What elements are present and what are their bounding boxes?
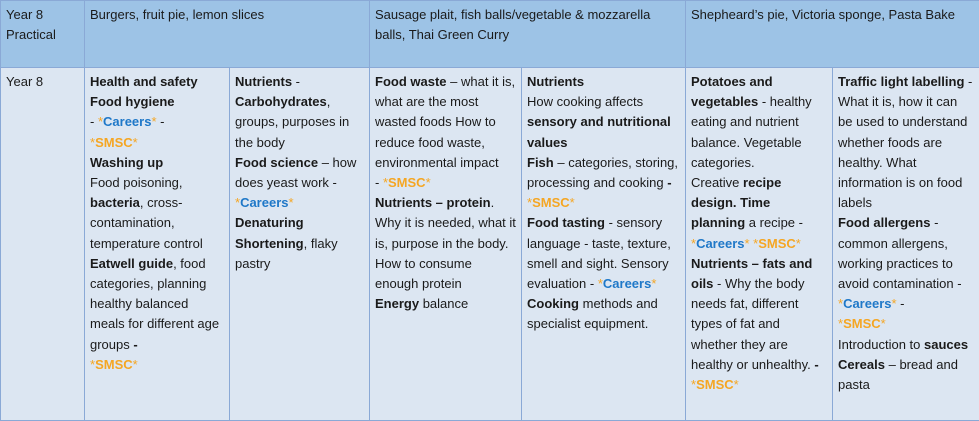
smsc-tag: SMSC <box>95 357 133 372</box>
cell-text: - <box>292 74 300 89</box>
topic-heading: Food tasting <box>527 215 605 230</box>
cell-text: a recipe - <box>745 215 803 230</box>
cell-text: Creative <box>691 175 743 190</box>
topic-heading: - <box>667 175 671 190</box>
topic-heading: Fish <box>527 155 554 170</box>
term3-header: Shepheard’s pie, Victoria sponge, Pasta Bake <box>686 1 979 68</box>
topic-heading: Food waste <box>375 74 447 89</box>
topic-heading: Traffic light labelling <box>838 74 964 89</box>
topic-heading: Cereals <box>838 357 885 372</box>
header-row <box>1 1 979 68</box>
content-row <box>1 68 979 421</box>
cell-text: , food categories, planning healthy balanced meals for different age groups <box>90 256 219 352</box>
smsc-tag: SMSC <box>843 316 881 331</box>
tag-star: * <box>90 357 95 372</box>
year-practical-header: Year 8 Practical <box>1 1 85 68</box>
smsc-tag: SMSC <box>532 195 570 210</box>
topic-heading: Denaturing <box>235 215 304 230</box>
cell-text: – how does yeast work - <box>235 155 356 190</box>
topic-heading: bacteria <box>90 195 140 210</box>
tag-star: * <box>133 135 138 150</box>
tag-star: * <box>881 316 886 331</box>
tag-star: * <box>838 296 843 311</box>
topic-heading: Shortening <box>235 236 304 251</box>
topic-heading: Food science <box>235 155 318 170</box>
tag-star: * <box>691 236 696 251</box>
cell-text: , cross-contamination, temperature control <box>90 195 203 250</box>
cell-text: - <box>897 296 905 311</box>
tag-star: * <box>598 276 603 291</box>
careers-tag: Careers <box>696 236 744 251</box>
tag-star: * <box>98 114 103 129</box>
topic-heading: Health and safety <box>90 74 198 89</box>
tag-star: * <box>691 377 696 392</box>
smsc-tag: SMSC <box>95 135 133 150</box>
careers-tag: Careers <box>603 276 651 291</box>
topic-heading: Potatoes and vegetables <box>691 74 773 109</box>
tag-star: * <box>383 175 388 190</box>
tag-star: * <box>527 195 532 210</box>
tag-star: * <box>838 316 843 331</box>
smsc-tag: SMSC <box>696 377 734 392</box>
topic-heading: sauces <box>924 337 968 352</box>
cell-text: methods and specialist equipment. <box>527 296 658 331</box>
cell-text: - sensory language - taste, texture, smell and sight. Sensory evaluation - <box>527 215 671 291</box>
cell-text: - <box>157 114 165 129</box>
topic-heading: Nutrients <box>527 74 584 89</box>
cell-text: – what it is, what are the most wasted foods How to reduce food waste, environmental impact <box>375 74 515 170</box>
tag-star: * * <box>745 236 759 251</box>
term1-header: Burgers, fruit pie, lemon slices <box>85 1 370 68</box>
topic-heading: Cooking <box>527 296 579 311</box>
cell-text: - healthy eating and nutrient balance. Vegetable categories. <box>691 94 812 170</box>
cell-text: Introduction to <box>838 337 924 352</box>
topic-heading: Eatwell guide <box>90 256 173 271</box>
topic-heading: Carbohydrates <box>235 94 327 109</box>
tag-star: * <box>796 236 801 251</box>
cell-term3-b <box>833 68 979 421</box>
cell-text: balance <box>419 296 468 311</box>
smsc-tag: SMSC <box>388 175 426 190</box>
topic-heading: Washing up <box>90 155 163 170</box>
cell-text: Food poisoning, <box>90 175 183 190</box>
smsc-tag: SMSC <box>758 236 796 251</box>
tag-star: * <box>570 195 575 210</box>
topic-heading: Nutrients – protein <box>375 195 491 210</box>
cell-text: – bread and pasta <box>838 357 958 392</box>
topic-heading: Food allergens <box>838 215 930 230</box>
tag-star: * <box>892 296 897 311</box>
cell-text: - Why the body needs fat, different types of fat and whether they are healthy or unhealthy. <box>691 276 814 372</box>
topic-heading: recipe design. Time planning <box>691 175 781 230</box>
topic-heading: Food hygiene <box>90 94 175 109</box>
row-label: Year 8 <box>1 68 85 421</box>
cell-term1-b <box>230 68 370 421</box>
cell-text: , groups, purposes in the body <box>235 94 349 149</box>
topic-heading: Energy <box>375 296 419 311</box>
tag-star: * <box>235 195 240 210</box>
tag-star: * <box>90 135 95 150</box>
careers-tag: Careers <box>240 195 288 210</box>
cell-text: - <box>90 114 98 129</box>
cell-text: - common allergens, working practices to avoid contamination - <box>838 215 962 291</box>
topic-heading: Nutrients – fats and oils <box>691 256 812 291</box>
cell-term3-a <box>686 68 833 421</box>
cell-text: . Why it is needed, what it is, purpose in the body. How to consume enough protein <box>375 195 516 291</box>
cell-text: , flaky pastry <box>235 236 338 271</box>
cell-text: How cooking affects <box>527 94 643 109</box>
tag-star: * <box>133 357 138 372</box>
topic-heading: sensory and nutritional values <box>527 114 671 149</box>
tag-star: * <box>651 276 656 291</box>
careers-tag: Careers <box>843 296 891 311</box>
cell-text: - What it is, how it can be used to understand whether foods are healthy. What information is on food labels <box>838 74 972 210</box>
tag-star: * <box>289 195 294 210</box>
term2-header: Sausage plait, fish balls/vegetable & mozzarella balls, Thai Green Curry <box>370 1 686 68</box>
cell-term1-a <box>85 68 230 421</box>
careers-tag: Careers <box>103 114 151 129</box>
tag-star: * <box>151 114 156 129</box>
tag-star: * <box>426 175 431 190</box>
tag-star: * <box>734 377 739 392</box>
topic-heading: Nutrients <box>235 74 292 89</box>
cell-text: - <box>375 175 383 190</box>
cell-term2-a <box>370 68 522 421</box>
cell-term2-b <box>522 68 686 421</box>
cell-text: – categories, storing, processing and cooking <box>527 155 678 190</box>
topic-heading: - <box>814 357 818 372</box>
topic-heading: - <box>133 337 137 352</box>
